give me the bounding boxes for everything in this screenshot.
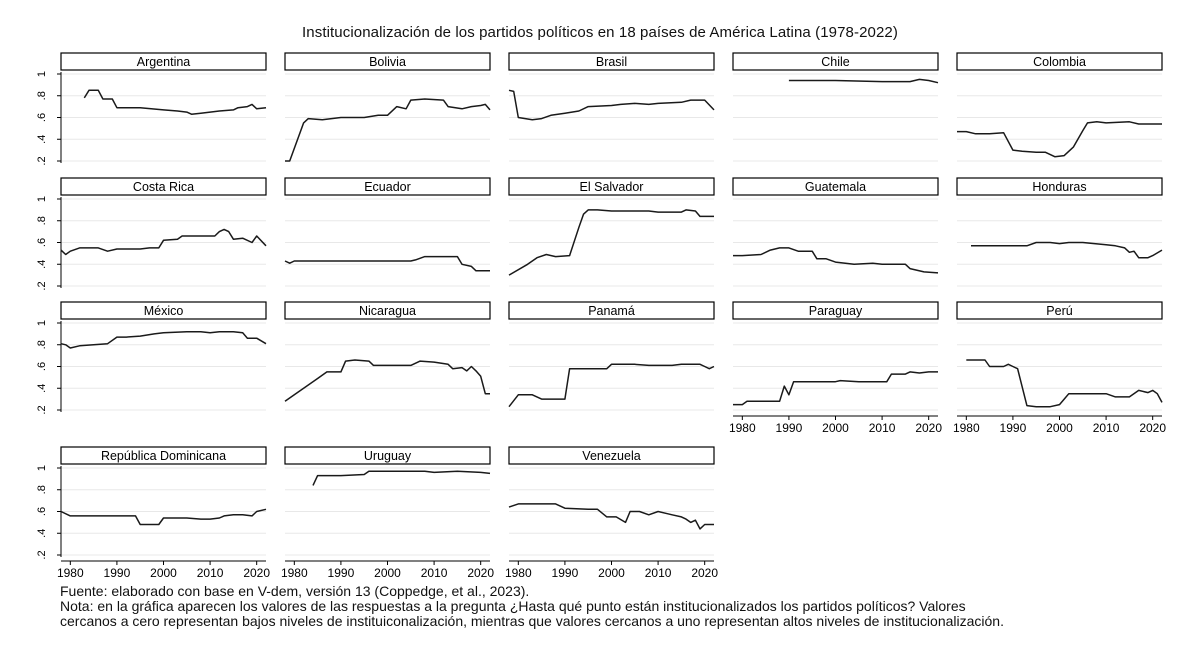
series-line-argentina [84, 90, 266, 114]
x-tick-label-republica-dominicana-3: 2010 [196, 566, 224, 580]
panel-republica-dominicana [36, 447, 270, 580]
panel-title-honduras: Honduras [1032, 180, 1087, 194]
panel-brasil [509, 53, 714, 161]
x-tick-label-uruguay-2: 2000 [374, 566, 401, 580]
y-tick-label-mexico-0: .2 [36, 405, 48, 415]
panel-argentina [36, 53, 266, 166]
y-tick-label-costa-rica-4: 1 [36, 195, 48, 203]
x-tick-label-peru-4: 2020 [1139, 421, 1167, 435]
series-line-brasil [509, 90, 714, 119]
x-tick-label-venezuela-0: 1980 [504, 566, 532, 580]
panel-title-chile: Chile [821, 55, 850, 69]
x-tick-label-uruguay-0: 1980 [280, 566, 308, 580]
chart-notes [60, 584, 1190, 629]
x-tick-label-venezuela-1: 1990 [551, 566, 579, 580]
y-tick-label-mexico-1: .4 [36, 383, 48, 393]
y-tick-label-costa-rica-0: .2 [36, 281, 48, 291]
x-tick-label-republica-dominicana-1: 1990 [103, 566, 131, 580]
panel-panama [509, 302, 714, 410]
note-line-2: cercanos a cero representan bajos niveles de instituiconalización, mientras que valores cercanos a uno representan altos niveles de institucionalización. [60, 613, 1004, 629]
panel-chile [733, 53, 938, 161]
x-tick-label-uruguay-3: 2010 [420, 566, 448, 580]
x-tick-label-venezuela-3: 2010 [644, 566, 672, 580]
series-line-ecuador [285, 257, 490, 271]
panel-paraguay [729, 302, 942, 435]
chart-title: Institucionalización de los partidos políticos en 18 países de América Latina (1978-2022) [302, 24, 898, 41]
panel-costa-rica [36, 178, 266, 291]
panel-title-mexico: México [143, 304, 184, 318]
series-line-honduras [971, 243, 1162, 258]
panel-guatemala [733, 178, 938, 286]
y-tick-label-mexico-3: .8 [36, 340, 48, 350]
source-note: Fuente: elaborado con base en V-dem, versión 13 (Coppedge, et al., 2023). [60, 583, 530, 599]
panel-uruguay [281, 447, 494, 580]
panel-nicaragua [285, 302, 490, 410]
x-tick-label-peru-1: 1990 [999, 421, 1027, 435]
panel-peru [953, 302, 1166, 435]
panel-colombia [957, 53, 1162, 161]
panel-title-peru: Perú [1046, 304, 1073, 318]
panel-el-salvador [509, 178, 714, 286]
panel-title-republica-dominicana: República Dominicana [100, 449, 227, 463]
note-line-1: Nota: en la gráfica aparecen los valores de las respuestas a la pregunta ¿Hasta qué punto están institucionalizados los partidos políticos? Valores [60, 598, 966, 614]
y-tick-label-argentina-3: .8 [36, 91, 48, 101]
series-line-mexico [61, 332, 266, 348]
y-tick-label-republica-dominicana-2: .6 [36, 506, 48, 517]
y-tick-label-argentina-1: .4 [36, 134, 48, 144]
series-line-uruguay [313, 471, 490, 485]
y-tick-label-republica-dominicana-0: .2 [36, 550, 48, 560]
panel-title-venezuela: Venezuela [582, 449, 641, 463]
series-line-bolivia [285, 99, 490, 161]
x-tick-label-paraguay-4: 2020 [915, 421, 943, 435]
panel-title-argentina: Argentina [136, 55, 191, 69]
y-tick-label-mexico-2: .6 [36, 361, 48, 372]
y-tick-label-costa-rica-2: .6 [36, 237, 48, 248]
panel-venezuela [505, 447, 718, 580]
y-tick-label-costa-rica-1: .4 [36, 259, 48, 269]
x-tick-label-republica-dominicana-0: 1980 [56, 566, 84, 580]
series-line-guatemala [733, 248, 938, 273]
y-tick-label-mexico-4: 1 [36, 319, 48, 327]
x-tick-label-uruguay-4: 2020 [467, 566, 495, 580]
panel-title-guatemala: Guatemala [804, 180, 867, 194]
x-tick-label-venezuela-4: 2020 [691, 566, 719, 580]
panel-title-el-salvador: El Salvador [579, 180, 644, 194]
panel-title-paraguay: Paraguay [808, 304, 863, 318]
series-line-peru [966, 360, 1162, 407]
panel-mexico [36, 302, 266, 415]
panel-title-bolivia: Bolivia [369, 55, 406, 69]
y-tick-label-republica-dominicana-3: .8 [36, 485, 48, 495]
panel-honduras [957, 178, 1162, 286]
panel-title-costa-rica: Costa Rica [132, 180, 195, 194]
y-tick-label-republica-dominicana-1: .4 [36, 528, 48, 538]
panel-ecuador [285, 178, 490, 286]
panel-bolivia [285, 53, 490, 161]
x-tick-label-republica-dominicana-2: 2000 [150, 566, 177, 580]
series-line-chile [789, 79, 938, 82]
y-tick-label-argentina-0: .2 [36, 156, 48, 166]
panel-title-colombia: Colombia [1033, 55, 1086, 69]
panel-title-brasil: Brasil [595, 55, 628, 69]
series-line-costa-rica [61, 229, 266, 254]
y-tick-label-argentina-4: 1 [36, 70, 48, 78]
x-tick-label-paraguay-3: 2010 [868, 421, 896, 435]
x-tick-label-republica-dominicana-4: 2020 [243, 566, 271, 580]
y-tick-label-republica-dominicana-4: 1 [36, 464, 48, 472]
panel-title-ecuador: Ecuador [364, 180, 411, 194]
x-tick-label-peru-2: 2000 [1046, 421, 1073, 435]
x-tick-label-paraguay-1: 1990 [775, 421, 803, 435]
x-tick-label-paraguay-0: 1980 [728, 421, 756, 435]
x-tick-label-paraguay-2: 2000 [822, 421, 849, 435]
y-tick-label-costa-rica-3: .8 [36, 216, 48, 226]
x-tick-label-uruguay-1: 1990 [327, 566, 355, 580]
y-tick-label-argentina-2: .6 [36, 112, 48, 123]
panel-title-uruguay: Uruguay [363, 449, 412, 463]
x-tick-label-venezuela-2: 2000 [598, 566, 625, 580]
panel-title-panama: Panamá [588, 304, 635, 318]
x-tick-label-peru-3: 2010 [1092, 421, 1120, 435]
x-tick-label-peru-0: 1980 [952, 421, 980, 435]
panel-title-nicaragua: Nicaragua [359, 304, 416, 318]
series-line-panama [509, 364, 714, 406]
series-line-venezuela [509, 504, 714, 529]
